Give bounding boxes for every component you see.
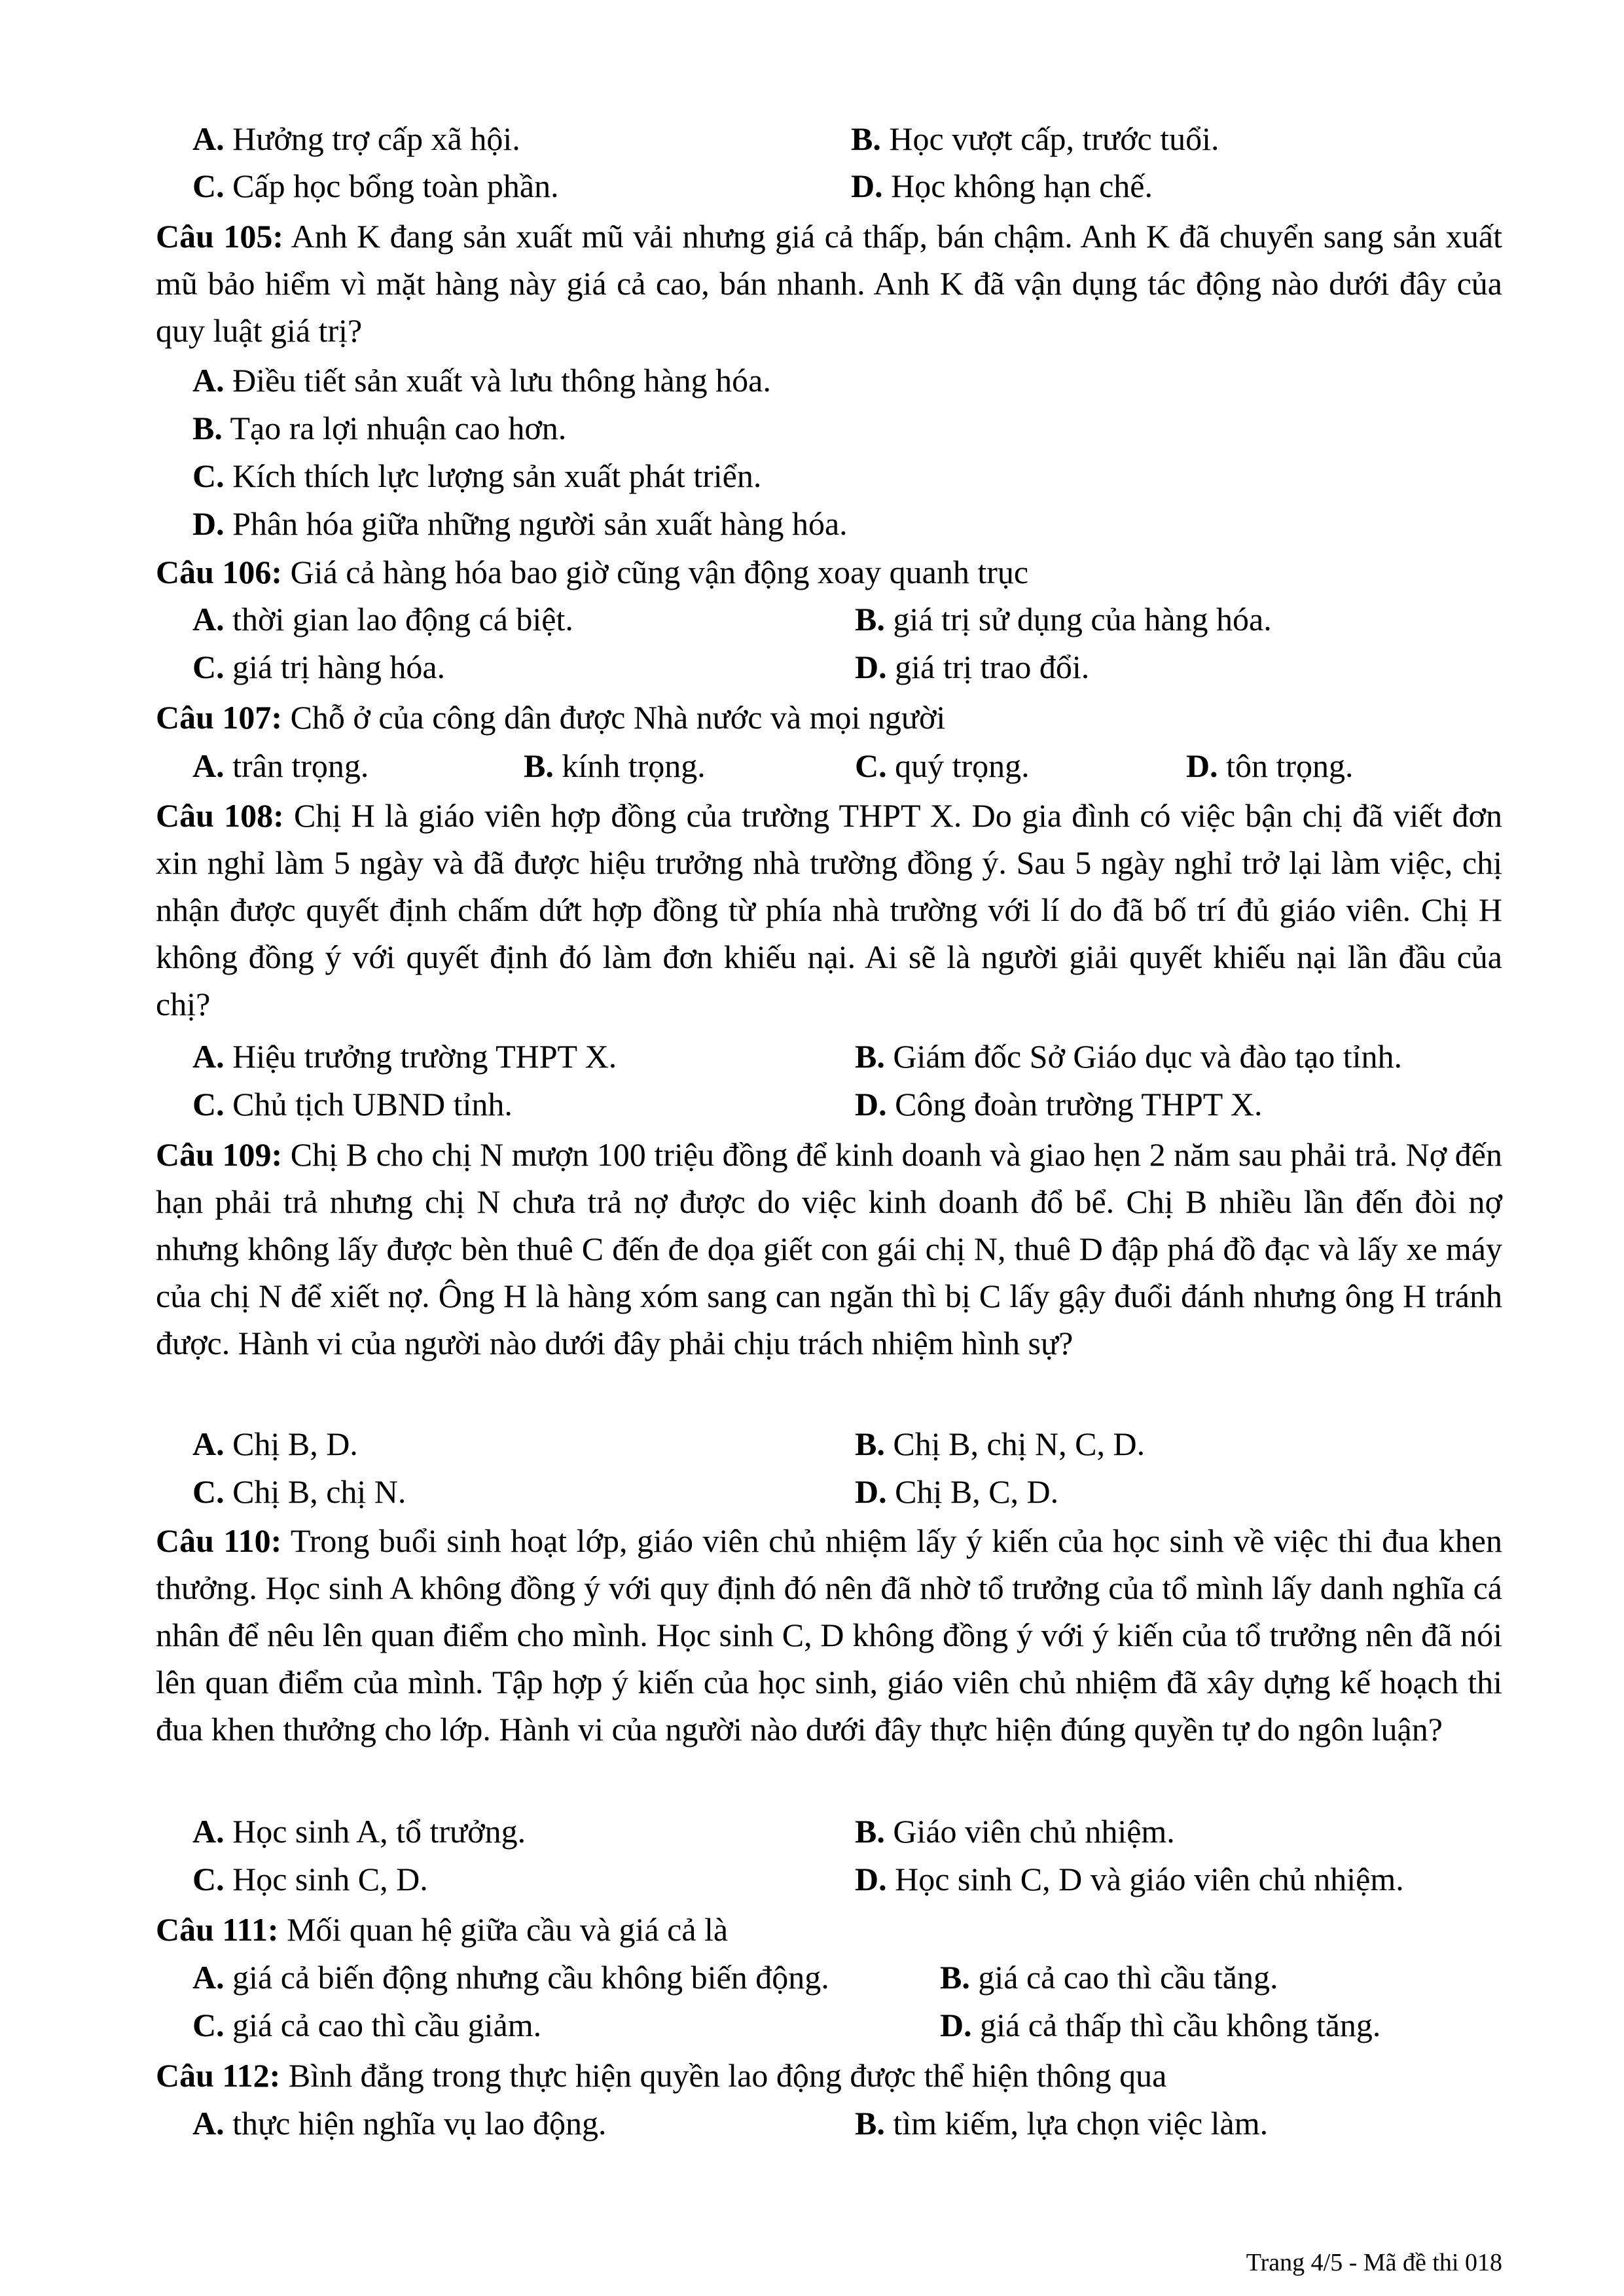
q106-stem: Câu 106: Giá cả hàng hóa bao giờ cũng vận động xoay quanh trục	[156, 554, 1029, 590]
q109-option-d: D. Chị B, C, D.	[855, 1473, 1059, 1510]
q110-stem: Câu 110: Trong buổi sinh hoạt lớp, giáo viên chủ nhiệm lấy ý kiến của học sinh về việc thi đua khen thưởng. Học sinh A không đồng ý với quy định đó nên đã nhờ tổ trưởng của tổ mình lấy danh nghĩa cá nhân để nêu lên quan điểm cho mình. Học sinh C, D không đồng ý với ý kiến của tổ trưởng nên đã nói lên quan điểm của mình. Tập hợp ý kiến của học sinh, giáo viên chủ nhiệm đã xây dựng kế hoạch thi đua khen thưởng cho lớp. Hành vi của người nào dưới đây thực hiện đúng quyền tự do ngôn luận?	[156, 1522, 1502, 1748]
q108-stem: Câu 108: Chị H là giáo viên hợp đồng của trường THPT X. Do gia đình có việc bận chị đã viết đơn xin nghỉ làm 5 ngày và đã được hiệu trưởng nhà trường đồng ý. Sau 5 ngày nghỉ trở lại làm việc, chị nhận được quyết định chấm dứt hợp đồng từ phía nhà trường với lí do đã bố trí đủ giáo viên. Chị H không đồng ý với quyết định đó làm đơn khiếu nại. Ai sẽ là người giải quyết khiếu nại lần đầu của chị?	[156, 797, 1502, 1022]
q104-option-a: A. Hưởng trợ cấp xã hội.	[192, 120, 520, 157]
q104-option-d: D. Học không hạn chế.	[851, 168, 1153, 204]
q107-option-b: B. kính trọng.	[524, 747, 706, 784]
q107-option-d: D. tôn trọng.	[1186, 747, 1354, 784]
q110-option-b: B. Giáo viên chủ nhiệm.	[855, 1813, 1175, 1850]
q111-option-c: C. giá cả cao thì cầu giảm.	[192, 2007, 542, 2043]
q108-option-c: C. Chủ tịch UBND tỉnh.	[192, 1086, 513, 1122]
q106-option-d: D. giá trị trao đổi.	[855, 649, 1090, 685]
q110-option-a: A. Học sinh A, tổ trưởng.	[192, 1813, 526, 1850]
q111-option-a: A. giá cả biến động nhưng cầu không biến động.	[192, 1959, 829, 1996]
q112-option-a: A. thực hiện nghĩa vụ lao động.	[192, 2105, 607, 2142]
q108-option-b: B. Giám đốc Sở Giáo dục và đào tạo tỉnh.	[855, 1038, 1403, 1075]
q104-option-b: B. Học vượt cấp, trước tuổi.	[851, 120, 1219, 157]
q106-option-b: B. giá trị sử dụng của hàng hóa.	[855, 601, 1272, 637]
q106-option-a: A. thời gian lao động cá biệt.	[192, 601, 573, 637]
q109-stem: Câu 109: Chị B cho chị N mượn 100 triệu đồng để kinh doanh và giao hẹn 2 năm sau phải trả. Nợ đến hạn phải trả nhưng chị N chưa trả nợ được do việc kinh doanh đổ bể. Chị B nhiều lần đến đòi nợ nhưng không lấy được bèn thuê C đến đe dọa giết con gái chị N, thuê D đập phá đồ đạc và lấy xe máy của chị N để xiết nợ. Ông H là hàng xóm sang can ngăn thì bị C lấy gậy đuổi đánh nhưng ông H tránh được. Hành vi của người nào dưới đây phải chịu trách nhiệm hình sự?	[156, 1136, 1502, 1361]
q105-option-c: C. Kích thích lực lượng sản xuất phát triển.	[192, 457, 762, 494]
q108-option-d: D. Công đoàn trường THPT X.	[855, 1086, 1263, 1122]
q111-option-b: B. giá cả cao thì cầu tăng.	[940, 1959, 1278, 1996]
q111-option-d: D. giá cả thấp thì cầu không tăng.	[940, 2007, 1381, 2043]
q107-stem: Câu 107: Chỗ ở của công dân được Nhà nước và mọi người	[156, 699, 946, 736]
q109-option-b: B. Chị B, chị N, C, D.	[855, 1426, 1146, 1462]
q107-option-a: A. trân trọng.	[192, 747, 369, 784]
q105-option-a: A. Điều tiết sản xuất và lưu thông hàng hóa.	[192, 362, 771, 399]
page-footer: Trang 4/5 - Mã đề thi 018	[1246, 2249, 1502, 2276]
q109-option-c: C. Chị B, chị N.	[192, 1473, 406, 1510]
q105-stem: Câu 105: Anh K đang sản xuất mũ vải nhưng giá cả thấp, bán chậm. Anh K đã chuyển sang sản xuất mũ bảo hiểm vì mặt hàng này giá cả cao, bán nhanh. Anh K đã vận dụng tác động nào dưới đây của quy luật giá trị?	[156, 218, 1502, 349]
q112-option-b: B. tìm kiếm, lựa chọn việc làm.	[855, 2105, 1269, 2142]
q105-option-d: D. Phân hóa giữa những người sản xuất hàng hóa.	[192, 505, 848, 542]
q112-stem: Câu 112: Bình đẳng trong thực hiện quyền lao động được thể hiện thông qua	[156, 2057, 1167, 2094]
q105-option-b: B. Tạo ra lợi nhuận cao hơn.	[192, 410, 567, 446]
q110-option-d: D. Học sinh C, D và giáo viên chủ nhiệm.	[855, 1861, 1404, 1897]
q111-stem: Câu 111: Mối quan hệ giữa cầu và giá cả là	[156, 1911, 729, 1948]
q109-option-a: A. Chị B, D.	[192, 1426, 358, 1462]
q110-option-c: C. Học sinh C, D.	[192, 1861, 428, 1897]
q108-option-a: A. Hiệu trưởng trường THPT X.	[192, 1038, 617, 1075]
q104-option-c: C. Cấp học bổng toàn phần.	[192, 168, 559, 204]
q106-option-c: C. giá trị hàng hóa.	[192, 649, 446, 685]
q107-option-c: C. quý trọng.	[855, 747, 1030, 784]
